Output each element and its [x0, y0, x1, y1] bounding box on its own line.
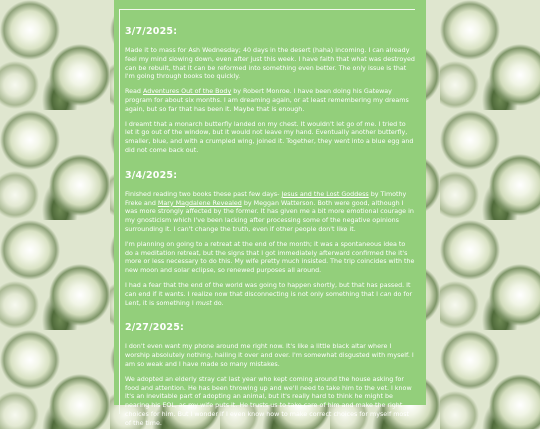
paragraph-text: by Meggan Watterson. Both were good, although I was more strongly affected by the former. It has given me a bit more emotional courage in my gnosticism which I've been lacking after processing some of the negative opinions surrounding it. I can't change the truth, even if other people don't like it. [125, 199, 414, 233]
paragraph-text: I'm planning on going to a retreat at the end of the month; it was a spontaneous idea to do a meditation retreat, but the signs that I got immediately afterward confirmed the it's more or less necessary to do this. My wife pretty much insisted. The trip coincides with the new moon and solar eclipse, so renewed purposes all around. [125, 240, 415, 275]
paragraph-text: I dreamt that a monarch butterfly landed on my chest. It wouldn't let go of me. I tried to let it go out of the window, but it would not leave my hand. Eventually another butterfly, smaller, blue, and with a crumpled wing, joined it. Together, they went into a blue egg and did not come back out. [125, 120, 414, 154]
entry-paragraph [125, 343, 415, 369]
paragraph-text: do. [211, 299, 224, 307]
entry-date: 2/27/2025: [125, 322, 185, 334]
entry-paragraph [125, 282, 415, 308]
journal-panel [114, 0, 426, 427]
paragraph-text: Made it to mass for Ash Wednesday; 40 days in the desert (haha) incoming. I can already feel my mind slowing down, even after just this week. I have faith that what was destroyed can be rebuilt, that it can be reformed into something even better. The only issue is that I'm going through books too quickly. [125, 47, 415, 81]
paragraph-text: Read [125, 88, 143, 96]
emphasis-text: can [380, 290, 392, 298]
entry-paragraph [125, 121, 415, 156]
entry-date: 3/4/2025: [125, 169, 178, 181]
paragraph-text: do for Lent, it is something I [125, 290, 413, 307]
emphasis-text: must [195, 299, 212, 307]
paragraph-text: by Timothy Freke and [125, 190, 407, 207]
entry-paragraph [125, 376, 415, 429]
journal-entry [125, 322, 415, 428]
entry-paragraph [125, 88, 415, 114]
journal-entry [125, 26, 415, 156]
paragraph-text: Finished reading two books these past few days- [125, 190, 282, 198]
journal-entry [125, 170, 415, 309]
journal-content [119, 9, 415, 427]
entry-date: 3/7/2025: [125, 26, 178, 37]
book-title-link[interactable]: Adventures Out of the Body [142, 88, 232, 96]
book-title-link[interactable]: Mary Magdalene Revealed [157, 199, 242, 207]
paragraph-text: I don't even want my phone around me right now. It's like a little black altar where I worship absolutely nothing, hailing it over and over. I'm somewhat disgusted with myself. I am so weak and I have made so many mistakes. [125, 343, 414, 368]
paragraph-text: I had a fear that the end of the world was going to happen shortly, but that has passed. It can end if it wants. I realize now that disconnecting is not only something that I [125, 281, 411, 298]
paragraph-text: We adopted an elderly stray cat last year who kept coming around the house asking for food and attention. He has been throwing up and we'll need to take him to the vet. I know it's an inevitable part of adopting an animal, but it's really hard to think he might be nearing his EOL, as my wife puts it. He trusts us to take care of him and make the right choices for him. But I wonder if I even know how to make correct choices for myself most of the time. [125, 375, 412, 427]
entry-paragraph [125, 47, 415, 82]
entry-paragraph [125, 191, 415, 235]
book-title-link[interactable]: Jesus and the Lost Goddess [281, 190, 369, 198]
paragraph-text: by Robert Monroe. I have been doing his Gateway program for about six months. I am dreaming again, or at least remembering my dreams again, but so far that has been it. Maybe that is enough. [125, 88, 409, 113]
entry-paragraph [125, 241, 415, 276]
